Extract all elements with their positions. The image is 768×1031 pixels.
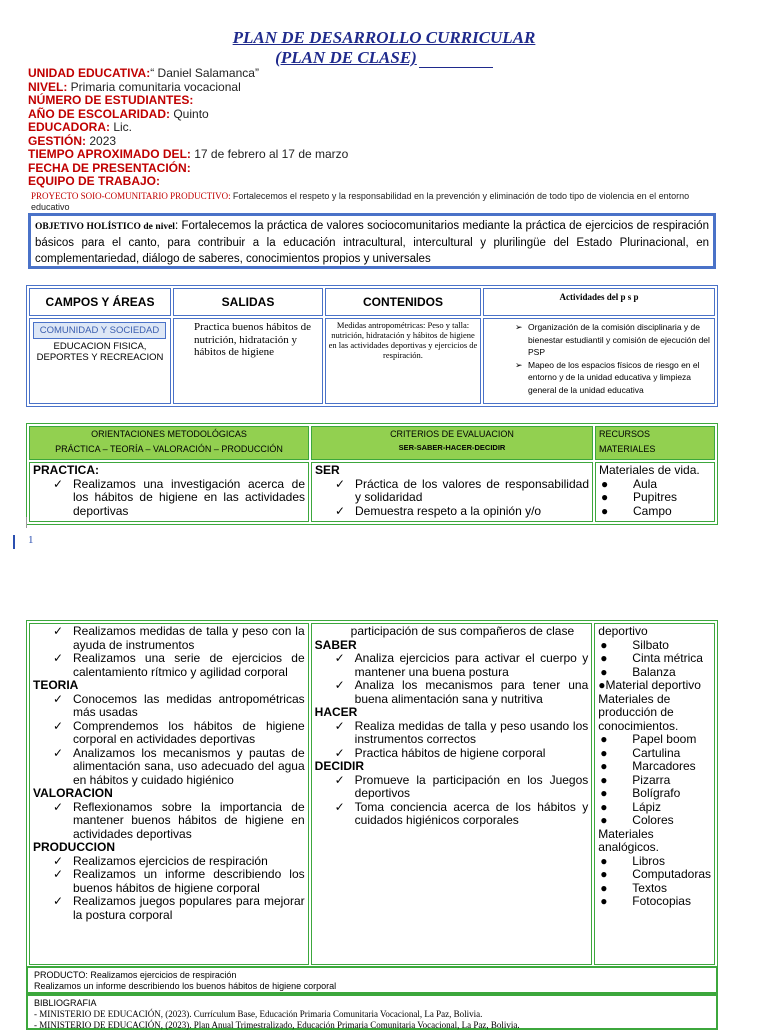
info-sep: : (63, 79, 68, 94)
list-item (33, 693, 305, 720)
contenidos-text: Medidas antropométricas: Peso y talla: nutrición, hidratación y hábitos de higiene en las actividades deportivas y ejercicios de respiración. (328, 320, 478, 360)
area-text: EDUCACION FISICA, DEPORTES Y RECREACION (36, 341, 164, 363)
practica-list (33, 478, 305, 519)
info-label: NÚMERO DE ESTUDIANTES (28, 93, 190, 107)
resource-text: ●Material deportivo (598, 678, 701, 692)
bullet-icon: ● (600, 759, 608, 773)
list-item (315, 679, 589, 706)
list-item (598, 747, 711, 761)
info-row (28, 67, 348, 81)
ser-title: SER (315, 463, 340, 477)
list-item (598, 855, 711, 869)
check-icon: ✓ (53, 853, 64, 868)
p2-col2-list (315, 625, 589, 828)
list-item-text: Textos (632, 880, 667, 895)
page-title: PLAN DE DESARROLLO CURRICULAR (232, 28, 536, 47)
check-icon: ✓ (334, 651, 345, 665)
page-marker (13, 535, 15, 549)
info-value: Lic. (110, 120, 133, 134)
list-item-text: Práctica de los valores de responsabilidad y solidaridad (355, 476, 589, 504)
header-contenidos: CONTENIDOS (325, 288, 481, 316)
list-item (33, 855, 305, 869)
bullet-icon: ● (600, 799, 608, 814)
recursos-title: RECURSOS (599, 429, 651, 439)
ser-list (315, 478, 589, 519)
bibliografia-item: - MINISTERIO DE EDUCACIÓN, (2023). Currículum Base, Educación Primaria Comunitaria Vocacional, La Paz, Bolivia. (34, 1009, 483, 1019)
ser-cell (311, 462, 593, 522)
info-label: EDUCADORA (28, 120, 106, 134)
info-row (28, 175, 348, 189)
bullet-icon: ● (600, 637, 608, 652)
bullet-icon: ● (600, 813, 608, 827)
bullet-icon: ● (600, 664, 608, 679)
list-item-text: Marcadores (632, 759, 696, 773)
info-row (28, 162, 348, 176)
header-actividades: Actividades del p s p (483, 288, 715, 316)
list-item-text: Papel boom (632, 732, 697, 746)
info-label: AÑO DE ESCOLARIDAD (28, 106, 167, 121)
page2-col-orientaciones (29, 623, 309, 965)
info-label: GESTIÓN (28, 133, 83, 148)
bibliografia-item: - MINISTERIO DE EDUCACIÓN, (2023). Plan Anual Trimestralizado, Educación Primaria Comunitaria Vocacional, La Paz, Bolivia. (34, 1020, 520, 1030)
check-icon: ✓ (334, 678, 345, 692)
subtitle-underline (419, 54, 493, 68)
list-item (599, 478, 711, 492)
info-sep: : (146, 66, 151, 80)
list-item-text: Colores (632, 813, 674, 827)
recursos-sub: MATERIALES (599, 444, 656, 454)
objetivo-box (28, 213, 716, 269)
recursos-cell (595, 462, 715, 522)
arrow-right-icon: ➢ (515, 359, 523, 370)
p2-col1-list (33, 625, 305, 922)
list-item (33, 895, 305, 922)
list-item-text: Realizamos ejercicios de respiración (73, 853, 268, 868)
bullet-icon: ● (601, 490, 609, 504)
list-item-text: Bolígrafo (632, 786, 681, 800)
info-sep: : (106, 120, 110, 134)
actividad-item (488, 359, 710, 397)
check-icon: ✓ (53, 624, 64, 638)
check-icon: ✓ (334, 718, 345, 733)
info-sep: : (189, 93, 194, 107)
list-item (598, 666, 711, 680)
section-title: PRODUCCION (33, 840, 116, 854)
text-cursor (26, 517, 27, 528)
practica-cell (29, 462, 309, 522)
check-icon: ✓ (334, 799, 345, 814)
practica-title: PRACTICA: (33, 463, 99, 477)
check-icon: ✓ (53, 476, 64, 491)
check-icon: ✓ (53, 799, 64, 814)
proyecto-text: Fortalecemos el respeto y la responsabilidad en la prevención y eliminación de todo tipo de violencia en el entorno educativo (31, 191, 690, 212)
list-item (33, 747, 305, 788)
resource-text: Materiales de producción de conocimientos. (598, 691, 679, 733)
actividad-text: Mapeo de los espacios físicos de riesgo en el entorno y de la unidad educativa y limpieza general de la unidad educativa (528, 359, 700, 395)
actividad-text: Organización de la comisión disciplinaria y de bienestar estudiantil y comisión de ejecución del PSP (528, 322, 710, 357)
info-value: 17 de febrero al 17 de marzo (190, 147, 349, 161)
p2-col3-list (598, 625, 711, 909)
info-block (28, 67, 348, 189)
recursos-list (599, 478, 711, 519)
producto-line1: Realizamos ejercicios de respiración (90, 970, 237, 980)
list-item (33, 478, 305, 519)
info-value: 2023 (86, 133, 117, 148)
section-title: VALORACION (33, 786, 113, 800)
section-title: HACER (314, 705, 358, 719)
list-item-text: Lápiz (632, 799, 661, 814)
list-item (599, 491, 711, 505)
check-icon: ✓ (53, 718, 64, 733)
section-title: SABER (314, 637, 357, 652)
header-campos: CAMPOS Y ÁREAS (29, 288, 171, 316)
bullet-icon: ● (600, 867, 608, 881)
list-item-text: Realizamos medidas de talla y peso con la ayuda de instrumentos (73, 624, 305, 652)
list-item-text: Cartulina (632, 745, 681, 760)
proyecto-block (31, 191, 691, 213)
list-item (33, 868, 305, 895)
page-number: 1 (28, 534, 34, 546)
check-icon: ✓ (53, 867, 64, 881)
orientaciones-sub: PRÁCTICA – TEORÍA – VALORACIÓN – PRODUCCIÓN (55, 444, 283, 454)
list-item (598, 733, 711, 747)
list-item-text: Realizamos una investigación acerca de los hábitos de higiene en las actividades deportivas (73, 476, 305, 518)
salidas-cell (173, 318, 323, 404)
info-sep: : (186, 147, 191, 161)
producto-label: PRODUCTO: (34, 970, 91, 980)
list-item-text: Promueve la participación en los Juegos deportivos (354, 772, 589, 800)
header-recursos (595, 426, 715, 460)
orientaciones-table (26, 423, 718, 525)
list-item (598, 801, 711, 815)
page2-col-criterios (311, 623, 593, 965)
bullet-icon: ● (600, 894, 608, 908)
continued-text: participación de sus compañeros de clase (350, 624, 575, 638)
info-label: FECHA DE PRESENTACIÓN (28, 160, 187, 175)
list-item-text: Reflexionamos sobre la importancia de mantener buenos hábitos de higiene en actividades deportivas (73, 799, 305, 841)
list-item-text: Toma conciencia acerca de los hábitos y cuidados higiénicos corporales (354, 799, 589, 827)
recursos-heading: Materiales de vida. (599, 463, 700, 477)
list-item-text: Cinta métrica (632, 651, 703, 665)
info-row (28, 81, 348, 95)
list-item-text: Pizarra (632, 772, 671, 787)
info-row (28, 121, 348, 135)
contenidos-cell (325, 318, 481, 404)
resource-text: Materiales analógicos. (598, 826, 659, 854)
subtitle-text: (PLAN DE CLASE) (275, 48, 417, 67)
list-item (315, 652, 589, 679)
list-item (315, 720, 589, 747)
proyecto-label: PROYECTO SOIO-COMUNITARIO PRODUCTIVO: (31, 191, 233, 201)
actividades-list (484, 319, 714, 396)
bullet-icon: ● (600, 853, 608, 868)
info-row (28, 135, 348, 149)
info-label: EQUIPO DE TRABAJO (28, 174, 157, 188)
info-sep: : (166, 106, 171, 121)
info-label: UNIDAD EDUCATIVA (28, 66, 147, 80)
info-value: Quinto (170, 106, 209, 121)
info-row (28, 148, 348, 162)
list-item (315, 505, 589, 519)
bullet-icon: ● (600, 745, 608, 760)
list-item-text: Realizamos una serie de ejercicios de calentamiento rítmico y agilidad corporal (73, 651, 305, 679)
check-icon: ✓ (53, 745, 64, 760)
arrow-right-icon: ➢ (515, 322, 523, 332)
section-title: DECIDIR (314, 759, 364, 773)
check-icon: ✓ (53, 894, 64, 908)
check-icon: ✓ (334, 772, 345, 787)
info-row (28, 94, 348, 108)
list-item (598, 895, 711, 909)
list-item (598, 639, 711, 653)
check-icon: ✓ (334, 745, 345, 760)
info-row (28, 108, 348, 122)
actividades-cell (483, 318, 715, 404)
info-value: Primaria comunitaria vocacional (67, 79, 241, 94)
campos-cell (29, 318, 171, 404)
info-sep: : (186, 160, 191, 175)
list-item (315, 747, 589, 761)
info-value: “ Daniel Salamanca” (150, 66, 259, 80)
bullet-icon: ● (600, 772, 608, 787)
list-item-text: Realiza medidas de talla y peso usando los instrumentos correctos (354, 718, 589, 746)
bullet-icon: ● (600, 786, 608, 800)
list-item-text: Pupitres (633, 490, 678, 504)
list-item-text: Fotocopias (632, 894, 691, 908)
list-item-text: Campo (633, 503, 672, 518)
info-label: TIEMPO APROXIMADO DEL (28, 147, 187, 161)
list-item (33, 625, 305, 652)
list-item-text: Silbato (632, 637, 669, 652)
list-item (598, 868, 711, 882)
check-icon: ✓ (335, 503, 346, 518)
list-item (33, 652, 305, 679)
list-item-text: Realizamos juegos populares para mejorar la postura corporal (73, 894, 305, 922)
list-item (598, 814, 711, 828)
info-label: NIVEL (28, 79, 64, 94)
list-item (598, 652, 711, 666)
check-icon: ✓ (335, 476, 346, 491)
producto-line2: Realizamos un informe describiendo los buenos hábitos de higiene corporal (34, 981, 337, 991)
actividad-item (488, 321, 710, 359)
info-sep: : (82, 133, 87, 148)
list-item (33, 720, 305, 747)
list-item-text: Analiza ejercicios para activar el cuerpo y mantener una buena postura (354, 651, 589, 679)
list-item-text: Practica hábitos de higiene corporal (354, 745, 546, 760)
list-item (315, 801, 589, 828)
resource-text: deportivo (598, 624, 648, 638)
check-icon: ✓ (53, 651, 64, 665)
list-item (598, 882, 711, 896)
list-item-text: Analizamos los mecanismos y pautas de alimentación sana, uso adecuado del agua en hábitos y cuidado higiénico (73, 745, 305, 787)
header-orientaciones (29, 426, 309, 460)
bullet-icon: ● (601, 503, 609, 518)
bibliografia-title: BIBLIOGRAFIA (34, 998, 97, 1008)
list-item (315, 774, 589, 801)
section-title: TEORIA (33, 678, 79, 692)
list-item-text: Aula (633, 476, 658, 491)
bullet-icon: ● (601, 476, 609, 491)
orientaciones-title: ORIENTACIONES METODOLÓGICAS (91, 429, 247, 439)
campo-badge: COMUNIDAD Y SOCIEDAD (33, 322, 166, 339)
list-item (315, 478, 589, 505)
producto-box (26, 966, 718, 994)
list-item (598, 787, 711, 801)
list-item (33, 801, 305, 842)
objetivo-text: : Fortalecemos la práctica de valores sociocomunitarios mediante la práctica de ejercicios de respiración básicos para el canto, para contribuir a la educación intracultural, intercultural y plurilingüe del Estado Plurinacional, en complementariedad, diálogo de saberes, conocimientos propios y universales (35, 220, 709, 265)
info-sep: : (156, 174, 161, 188)
bibliografia-box (26, 994, 718, 1030)
list-item (599, 505, 711, 519)
list-item-text: Computadoras (632, 867, 711, 881)
header-criterios (311, 426, 593, 460)
check-icon: ✓ (53, 691, 64, 706)
continuation-table (26, 620, 718, 968)
criterios-sub: SER-SABER-HACER-DECIDIR (398, 443, 506, 452)
page2-col-recursos (594, 623, 715, 965)
bullet-icon: ● (600, 651, 608, 665)
header-salidas: SALIDAS (173, 288, 323, 316)
list-item (598, 774, 711, 788)
list-item-text: Comprendemos los hábitos de higiene corporal en actividades deportivas (73, 718, 305, 746)
list-item-text: Demuestra respeto a la opinión y/o (355, 503, 542, 518)
list-item-text: Analiza los mecanismos para tener una buena alimentación sana y nutritiva (354, 678, 589, 706)
campos-table (26, 285, 718, 407)
criterios-title: CRITERIOS DE EVALUACION (390, 429, 514, 439)
list-item (598, 760, 711, 774)
bullet-icon: ● (600, 880, 608, 895)
page-subtitle (0, 48, 768, 68)
list-item-text: Conocemos las medidas antropométricas más usadas (73, 691, 305, 719)
list-item-text: Libros (632, 853, 665, 868)
list-item-text: Balanza (632, 664, 676, 679)
salidas-text: Practica buenos hábitos de nutrición, hidratación y hábitos de higiene (194, 321, 311, 358)
objetivo-label: OBJETIVO HOLÍSTICO de nivel (35, 222, 175, 232)
list-item-text: Realizamos un informe describiendo los buenos hábitos de higiene corporal (73, 867, 305, 895)
bullet-icon: ● (600, 732, 608, 746)
